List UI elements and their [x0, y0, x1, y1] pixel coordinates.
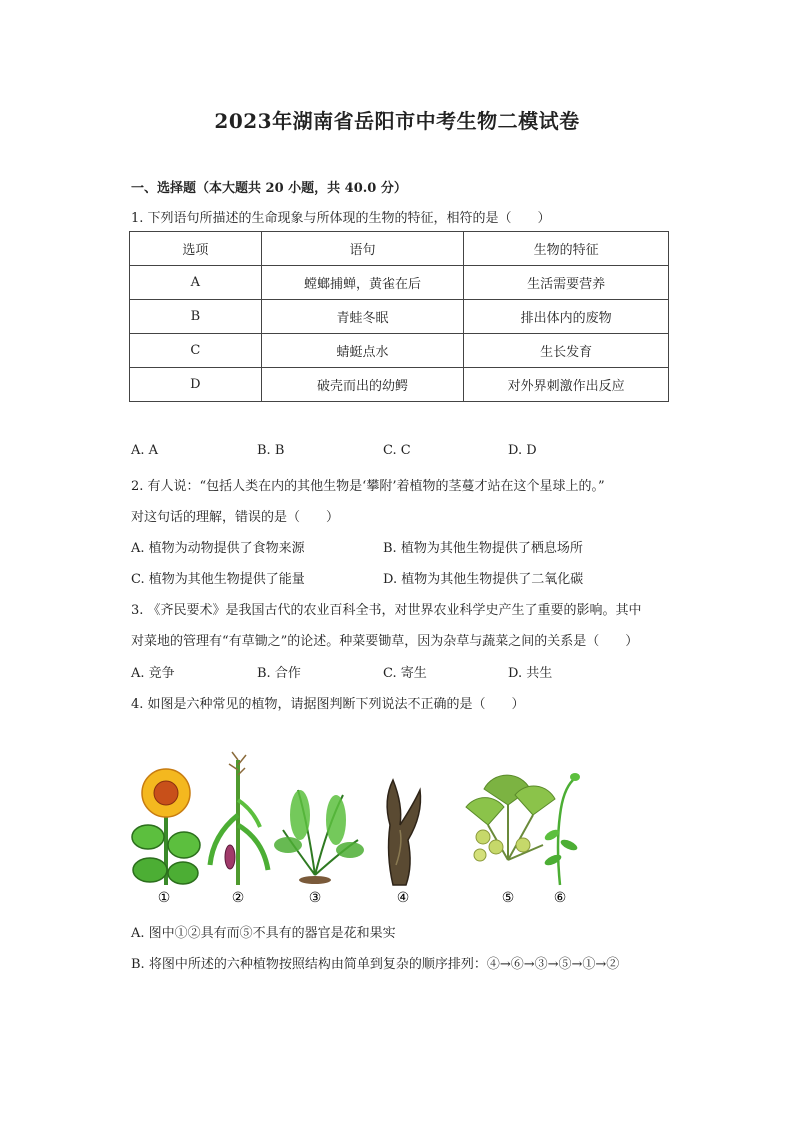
table-row [130, 266, 669, 300]
table-cell: 蜻蜓点水 [261, 334, 464, 368]
question-3-stem-line1: 3. 《齐民要术》是我国古代的农业百科全书，对世界农业科学史产生了重要的影响。其中 [131, 603, 642, 618]
table-header-cell: 选项 [130, 232, 262, 266]
question-2-option-c: C. 植物为其他生物提供了能量 [131, 572, 305, 587]
table-cell: 生活需要营养 [464, 266, 669, 300]
table-cell: 青蛙冬眠 [261, 300, 464, 334]
table-row [130, 368, 669, 402]
table-header-row [130, 232, 669, 266]
table-cell: C [130, 334, 262, 368]
plant-label-5: ⑤ [501, 890, 515, 906]
corn-plant [210, 752, 268, 885]
question-3-option-c: C. 寄生 [383, 666, 427, 681]
question-1-table [129, 231, 669, 402]
page-title: 2023年湖南省岳阳市中考生物二模试卷 [214, 109, 580, 133]
question-2-stem-line1: 2. 有人说：“包括人类在内的其他生物是‘攀附’着植物的茎蔓才站在这个星球上的。” [131, 479, 605, 494]
question-3-option-b: B. 合作 [257, 666, 301, 681]
section-header: 一、选择题（本大题共 20 小题，共 40.0 分） [131, 181, 407, 196]
table-cell: 破壳而出的幼鳄 [261, 368, 464, 402]
table-cell: 生长发育 [464, 334, 669, 368]
table-cell: A [130, 266, 262, 300]
plants-figure [128, 745, 688, 915]
ginkgo-plant [466, 775, 555, 861]
question-1-option-b: B. B [257, 443, 285, 458]
question-2-option-a: A. 植物为动物提供了食物来源 [131, 541, 305, 556]
seedling-plant [543, 773, 580, 885]
question-4-stem: 4. 如图是六种常见的植物，请据图判断下列说法不正确的是（ ） [131, 697, 525, 712]
plant-label-3: ③ [308, 890, 322, 906]
table-cell: 排出体内的废物 [464, 300, 669, 334]
plant-label-4: ④ [396, 890, 410, 906]
question-3-option-d: D. 共生 [508, 666, 553, 681]
question-1-option-d: D. D [508, 443, 537, 458]
table-header-cell: 语句 [261, 232, 464, 266]
question-4-option-a: A. 图中①②具有而⑤不具有的器官是花和果实 [131, 926, 396, 941]
table-cell: D [130, 368, 262, 402]
question-2-option-d: D. 植物为其他生物提供了二氧化碳 [383, 572, 584, 587]
question-1-option-a: A. A [131, 443, 159, 458]
table-cell: 螳螂捕蝉，黄雀在后 [261, 266, 464, 300]
question-2-stem-line2: 对这句话的理解，错误的是（ ） [131, 510, 340, 525]
seaweed-plant [387, 780, 420, 885]
plant-label-6: ⑥ [553, 890, 567, 906]
table-row [130, 300, 669, 334]
question-1-stem: 1. 下列语句所描述的生命现象与所体现的生物的特征，相符的是（ ） [131, 211, 551, 226]
table-cell: B [130, 300, 262, 334]
sunflower-plant [132, 769, 200, 885]
fern-plant [274, 790, 364, 884]
table-cell: 对外界刺激作出反应 [464, 368, 669, 402]
question-1-option-c: C. C [383, 443, 411, 458]
plant-label-2: ② [231, 890, 245, 906]
question-3-option-a: A. 竞争 [131, 666, 175, 681]
plant-label-1: ① [157, 890, 171, 906]
table-row [130, 334, 669, 368]
table-header-cell: 生物的特征 [464, 232, 669, 266]
question-2-option-b: B. 植物为其他生物提供了栖息场所 [383, 541, 583, 556]
question-3-stem-line2: 对菜地的管理有“有草锄之”的论述。种菜要锄草，因为杂草与蔬菜之间的关系是（ ） [131, 634, 639, 649]
question-4-option-b: B. 将图中所述的六种植物按照结构由简单到复杂的顺序排列：④→⑥→③→⑤→①→② [131, 957, 620, 972]
